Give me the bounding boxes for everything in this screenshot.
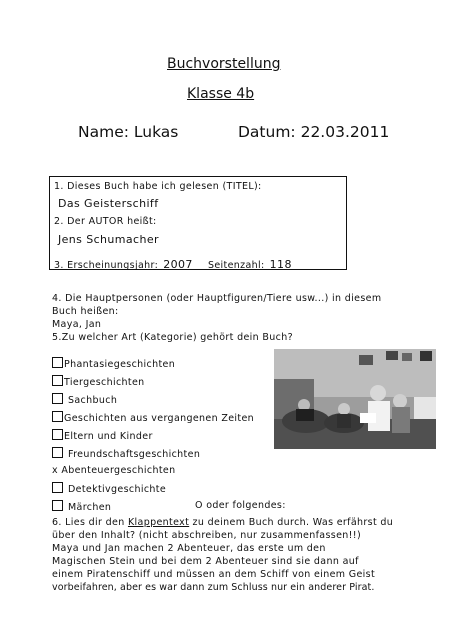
q4-label-line1: 4. Die Hauptpersonen (oder Hauptfiguren/Tiere usw...) in diesem	[52, 293, 382, 304]
q1-label: 1. Dieses Buch habe ich gelesen (TITEL):	[54, 181, 262, 192]
category-option[interactable]: Freundschaftsgeschichten	[52, 447, 200, 460]
q3-pages: 118	[269, 258, 292, 271]
checkbox-icon[interactable]	[52, 375, 63, 386]
q6-answer-line: Maya und Jan machen 2 Abenteuer, das erste um den	[52, 543, 326, 554]
student-name: Name: Lukas	[78, 123, 179, 141]
date-label: Datum: 22.03.2011	[238, 123, 390, 141]
q4-label-line2: Buch heißen:	[52, 306, 119, 317]
q2-label: 2. Der AUTOR heißt:	[54, 216, 157, 227]
category-option[interactable]: Detektivgeschichte	[52, 482, 166, 495]
q6-answer-line: Magischen Stein und bei dem 2 Abenteuer sind sie dann auf	[52, 556, 359, 567]
q2-answer: Jens Schumacher	[58, 233, 159, 246]
q3-label: 3. Erscheinungsjahr:	[54, 260, 159, 271]
checkbox-icon[interactable]	[52, 393, 63, 404]
q3-row	[54, 253, 292, 272]
photo-illustration	[274, 349, 436, 449]
q6-label-line2: über den Inhalt? (nicht abschreiben, nur zusammenfassen!!)	[52, 530, 362, 541]
checkbox-icon[interactable]	[52, 411, 63, 422]
q4-answer: Maya, Jan	[52, 319, 102, 330]
category-option[interactable]: Geschichten aus vergangenen Zeiten	[52, 411, 254, 424]
category-option-checked[interactable]: x Abenteuergeschichten	[52, 465, 176, 476]
q3-year: 2007	[163, 258, 193, 271]
q6-answer-line: einem Piratenschiff und müssen an dem Schiff von einem Geist	[52, 569, 376, 580]
q6-answer-line: vorbeifahren, aber es war dann zum Schluss nur ein anderer Pirat.	[52, 582, 375, 593]
category-option[interactable]: Märchen	[52, 500, 111, 513]
q1-answer: Das Geisterschiff	[58, 197, 159, 210]
checkbox-icon[interactable]	[52, 447, 63, 458]
other-option: O oder folgendes:	[195, 500, 286, 511]
q3-pages-label: Seitenzahl:	[207, 260, 265, 271]
category-option[interactable]: Eltern und Kinder	[52, 429, 153, 442]
page-title: Buchvorstellung	[167, 56, 281, 72]
checkbox-icon[interactable]	[52, 500, 63, 511]
category-option[interactable]: Phantasiegeschichten	[52, 357, 175, 370]
category-option[interactable]: Sachbuch	[52, 393, 117, 406]
class-label: Klasse 4b	[187, 86, 255, 102]
checkbox-icon[interactable]	[52, 357, 63, 368]
checkbox-icon[interactable]	[52, 482, 63, 493]
checkbox-icon[interactable]	[52, 429, 63, 440]
q6-label-line1: 6. Lies dir den Klappentext zu deinem Buch durch. Was erfährst du	[52, 517, 394, 528]
children-reading-photo	[274, 349, 436, 449]
category-option[interactable]: Tiergeschichten	[52, 375, 145, 388]
q5-label: 5.Zu welcher Art (Kategorie) gehört dein Buch?	[52, 332, 293, 343]
